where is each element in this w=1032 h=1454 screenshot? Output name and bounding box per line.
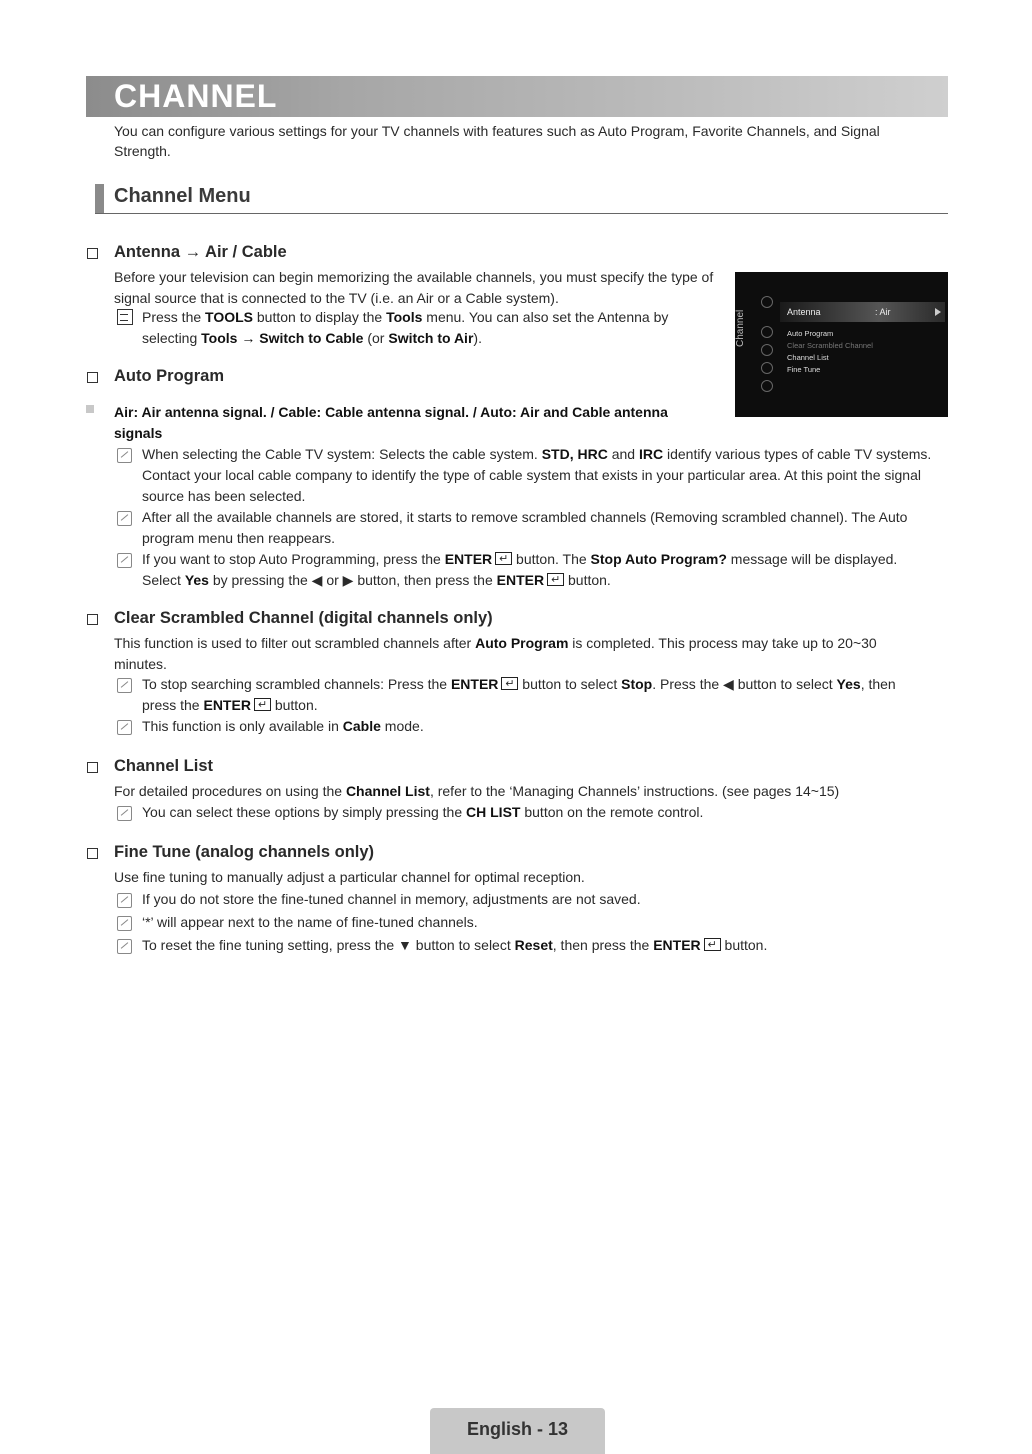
tv-menu-antenna-label: Antenna [787, 307, 821, 317]
channel-list-body: For detailed procedures on using the Channel List, refer to the ‘Managing Channels’ instructions. (see pages 14~15) [114, 783, 840, 799]
tv-menu-item: Channel List [787, 353, 829, 362]
menu-icon [761, 326, 773, 338]
bullet-icon [86, 405, 94, 413]
section-title: Channel Menu [114, 185, 251, 207]
tv-menu-side-label: Channel [735, 309, 746, 347]
intro-text: You can configure various settings for your TV channels with features such as Auto Program, Favorite Channels, and Signal Strength. [114, 123, 880, 159]
note-icon [117, 678, 132, 693]
note-icon [117, 893, 132, 908]
checkbox-icon [87, 372, 98, 383]
antenna-heading: Antenna → Air / Cable [114, 243, 287, 261]
note-icon [117, 806, 132, 821]
clear-scrambled-note-1: To stop searching scrambled channels: Press the ENTER↵ button to select Stop. Press the ◀ button to select Yes, then press the ENTER↵ button. [142, 674, 932, 716]
chapter-banner [86, 76, 948, 117]
checkbox-icon [87, 762, 98, 773]
enter-icon [501, 677, 518, 690]
note-icon [117, 553, 132, 568]
chapter-title: CHANNEL [114, 78, 278, 114]
auto-program-subheading: Air: Air antenna signal. / Cable: Cable antenna signal. / Auto: Air and Cable antenna signals [114, 404, 668, 441]
clear-scrambled-note-2: This function is only available in Cable mode. [142, 718, 424, 734]
fine-tune-note-3: To reset the fine tuning setting, press the ▼ button to select Reset, then press the ENTER↵ button. [142, 935, 932, 956]
page-number-tab [430, 1408, 605, 1454]
auto-program-note-1: When selecting the Cable TV system: Selects the cable system. STD, HRC and IRC identify various types of cable TV systems. Contact your local cable company to identify the type of cable system that exists in your particular area. At this point the signal source has been selected. [142, 446, 932, 504]
enter-icon [495, 552, 512, 565]
enter-icon [254, 698, 271, 711]
fine-tune-note-1: If you do not store the fine-tuned channel in memory, adjustments are not saved. [142, 891, 641, 907]
checkbox-icon [87, 614, 98, 625]
clear-scrambled-heading: Clear Scrambled Channel (digital channels only) [114, 609, 493, 627]
fine-tune-heading: Fine Tune (analog channels only) [114, 843, 375, 861]
note-icon [117, 448, 132, 463]
checkbox-icon [87, 848, 98, 859]
enter-icon [704, 938, 721, 951]
antenna-tools-note: Press the TOOLS button to display the Tools menu. You can also set the Antenna by selecting Tools → Switch to Cable (or Switch to Air). [142, 309, 669, 346]
menu-icon [761, 362, 773, 374]
clear-scrambled-body: This function is used to filter out scrambled channels after Auto Program is completed. This process may take up to 20~30 minutes. [114, 635, 877, 672]
page-number: English - 13 [466, 1419, 569, 1439]
menu-icon [761, 344, 773, 356]
tv-menu-antenna-value: : Air [875, 307, 891, 317]
antenna-body: Before your television can begin memorizing the available channels, you must specify the type of signal source that is connected to the TV (i.e. an Air or a Cable system). [114, 269, 714, 306]
auto-program-note-3: If you want to stop Auto Programming, press the ENTER↵ button. The Stop Auto Program? message will be displayed. Select Yes by pressing the ◀ or ▶ button, then press the ENTER↵ button. [142, 549, 932, 591]
tools-icon [117, 309, 133, 325]
section-divider [95, 213, 948, 214]
fine-tune-body: Use fine tuning to manually adjust a particular channel for optimal reception. [114, 869, 585, 885]
auto-program-heading: Auto Program [114, 367, 225, 385]
note-icon [117, 939, 132, 954]
auto-program-note-2: After all the available channels are stored, it starts to remove scrambled channels (Removing scrambled channel). The Auto program menu then reappears. [142, 509, 908, 546]
enter-icon [547, 573, 564, 586]
tv-menu-item: Fine Tune [787, 365, 821, 374]
note-icon [117, 511, 132, 526]
note-icon [117, 916, 132, 931]
tv-menu-item: Auto Program [787, 329, 834, 338]
checkbox-icon [87, 248, 98, 259]
menu-icon [761, 296, 773, 308]
note-icon [117, 720, 132, 735]
chevron-right-icon [935, 308, 941, 316]
menu-icon [761, 380, 773, 392]
fine-tune-note-2: ‘*’ will appear next to the name of fine-tuned channels. [142, 914, 478, 930]
tv-menu-item: Clear Scrambled Channel [787, 341, 873, 350]
tv-menu-screenshot [735, 272, 948, 417]
channel-list-note: You can select these options by simply pressing the CH LIST button on the remote control. [142, 804, 704, 820]
channel-list-heading: Channel List [114, 757, 214, 775]
section-marker [95, 184, 104, 214]
